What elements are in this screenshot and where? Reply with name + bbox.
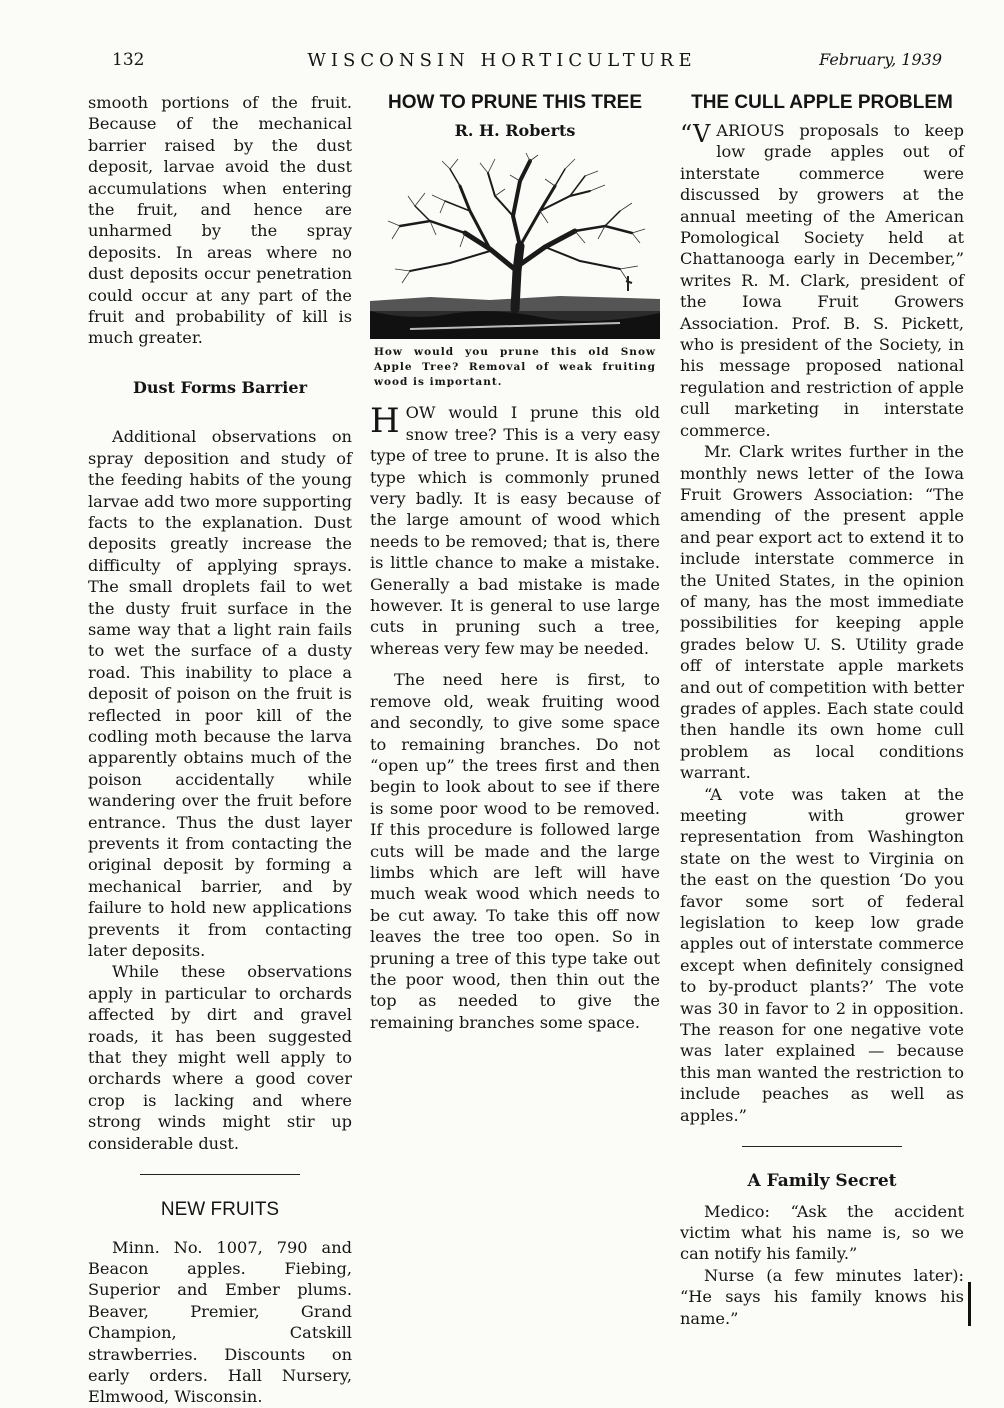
issue-date: February, 1939	[819, 50, 942, 69]
paragraph: The need here is first, to remove old, weak fruiting wood and secondly, to give some space to remaining branches. Do not “open up” the trees first and then begin to look about to see if there is some poor wood to be removed. If this procedure is followed large cuts will be made and the large limbs which are left will have much weak wood which needs to be cut away. To take this off now leaves the tree too open. So in pruning a tree of this type take out the poor wood, then thin out the top as needed to give the remaining branches some space.	[370, 670, 660, 1032]
paragraph: OW would I prune this old snow tree? This is a very easy type of tree to prune. It is also the type which is commonly pruned very badly. It is easy because of the large amount of wood which needs to be removed; that is, there is little chance to make a mistake. Generally a bad mistake is made however. It is general to use large cuts in pruning such a tree, whereas very few may be needed.	[370, 403, 660, 658]
photo-caption: How would you prune this old Snow Apple Tree? Removal of weak fruiting wood is important.	[374, 346, 656, 389]
drop-cap-h: H	[370, 401, 400, 442]
article-byline: R. H. Roberts	[454, 121, 576, 140]
joke-line: Medico: “Ask the accident victim what his name is, so we can notify his family.”	[680, 1201, 964, 1264]
drop-cap-v: “V	[680, 120, 711, 148]
divider-rule	[742, 1146, 902, 1147]
article-title-cull-apple: THE CULL APPLE PROBLEM	[691, 92, 953, 113]
page-edge-mark	[968, 1282, 971, 1326]
running-title: WISCONSIN HORTICULTURE	[307, 50, 697, 71]
snow-apple-tree-photo	[370, 151, 660, 339]
tree-illustration	[370, 151, 660, 339]
page-header	[0, 50, 1004, 76]
article-title-prune-tree: HOW TO PRUNE THIS TREE	[387, 92, 643, 113]
divider-rule	[140, 1174, 300, 1175]
new-fruits-text: Minn. No. 1007, 790 and Beacon apples. Fiebing, Superior and Ember plums. Beaver, Premier, Grand Champion, Catskill strawberries. Discounts on early orders. Hall Nursery, Elmwood, Wisconsin.	[88, 1237, 352, 1407]
paragraph: smooth portions of the fruit. Because of the mechanical barrier raised by the dust deposit, larvae avoid the dust accumulations when entering the fruit, and hence are unharmed by the spray deposits. In areas where no dust deposits occur penetration could occur at any part of the fruit and probability of kill is much greater.	[88, 93, 352, 348]
column-right	[680, 92, 964, 1329]
column-left	[88, 92, 352, 1408]
page-number: 132	[112, 50, 145, 70]
paragraph: “A vote was taken at the meeting with grower representation from Washington state on the west to Virginia on the east on the question ‘Do you favor some sort of federal legislation to keep low grade apples out of interstate commerce except when definitely consigned to by-product plants?’ The vote was 30 in favor to 2 in opposition. The reason for one negative vote was later explained — because this man wanted the restriction to include peaches as well as apples.”	[680, 784, 964, 1125]
joke-line: Nurse (a few minutes later): “He says his family knows his name.”	[680, 1265, 964, 1328]
column-middle	[370, 92, 660, 1033]
new-fruits-heading: NEW FRUITS	[160, 1199, 280, 1221]
paragraph: Additional observations on spray deposition and study of the feeding habits of the young larvae add two more supporting facts to the explanation. Dust deposits greatly increase the difficulty of applying sprays. The small droplets fail to wet the dusty fruit surface in the same way that a light rain fails to wet the surface of a dusty road. This inability to place a deposit of poison on the fruit is reflected in poor kill of the codling moth because the larva apparently obtains much of the poison accidentally while wandering over the fruit before entrance. Thus the dust layer prevents it from contacting the original deposit by forming a mechanical barrier, and by failure to hold new applications prevents it from contacting later deposits.	[88, 427, 352, 961]
subheading-dust-forms-barrier: Dust Forms Barrier	[132, 377, 307, 397]
family-secret-heading: A Family Secret	[747, 1171, 897, 1192]
paragraph: Mr. Clark writes further in the monthly news letter of the Iowa Fruit Growers Association: “The amending of the present apple and pear export act to extend it to include interstate commerce in the United States, in the opinion of many, has the most immediate possibilities for keeping apple grades below U. S. Utility grade off of interstate apple markets and out of competition with better grades of apples. Each state could then handle its own home cull problem as local conditions warrant.	[680, 442, 964, 783]
paragraph: While these observations apply in particular to orchards affected by dirt and gravel roads, it has been suggested that they might well apply to orchards where a good cover crop is lacking and where strong winds might stir up considerable dust.	[88, 962, 352, 1153]
paragraph: ARIOUS proposals to keep low grade apples out of interstate commerce were discussed by growers at the annual meeting of the American Pomological Society held at Chattanooga early in December,” writes R. M. Clark, president of the Iowa Fruit Growers Association. Prof. B. S. Pickett, who is president of the Society, in his message proposed national regulation and restriction of apple cull marketing in interstate commerce.	[680, 121, 964, 440]
